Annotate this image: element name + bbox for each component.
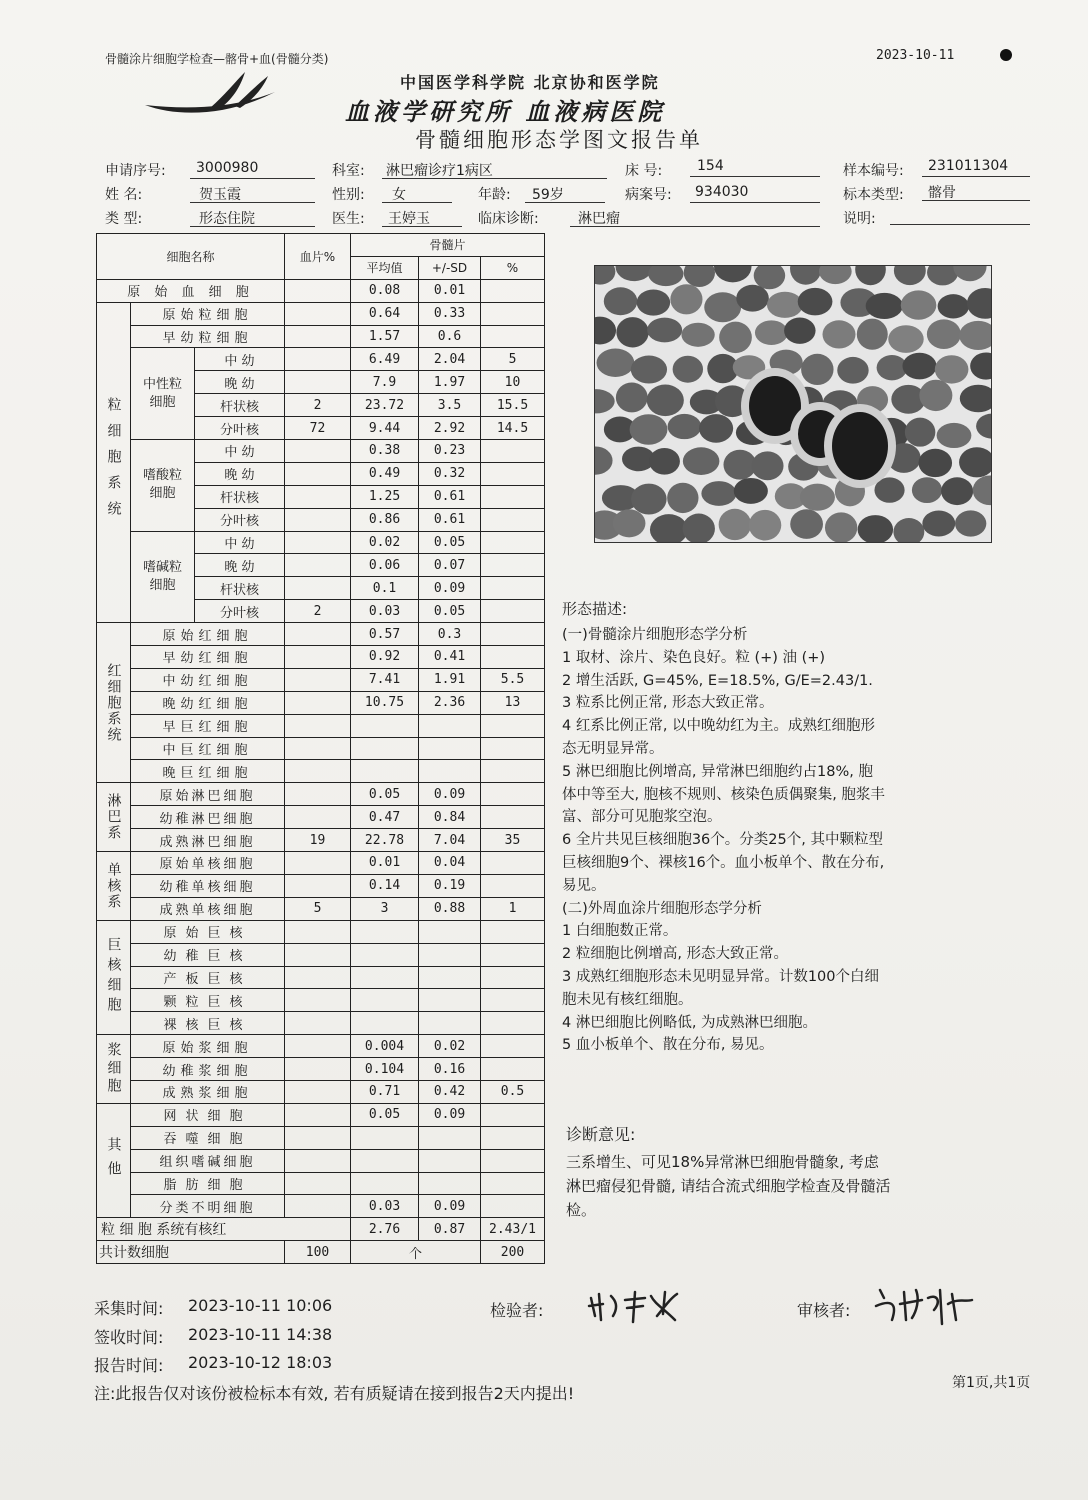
bed: 154 [697, 158, 724, 174]
sex-label: 性别: [332, 187, 365, 203]
report-title: 骨髓细胞形态学图文报告单 [415, 128, 703, 152]
morphology-line: (一)骨髓涂片细胞形态学分析 [562, 627, 748, 643]
table-row: 红细胞系统 原始红细胞 0.57 0.3 [97, 623, 545, 646]
clinical-dx-label: 临床诊断: [478, 211, 539, 227]
morphology-line: 5 淋巴细胞比例增高, 异常淋巴细胞约占18%, 胞 [562, 763, 873, 780]
table-row: 嗜酸粒细胞 中 幼 0.38 0.23 [97, 440, 545, 463]
table-row: 中巨红细胞 [97, 737, 545, 760]
doctor: 王婷玉 [388, 211, 430, 227]
table-row: 分叶核 72 9.44 2.92 14.5 [97, 417, 545, 440]
table-row: 裸核巨核 [97, 1012, 545, 1035]
sample-no: 231011304 [928, 158, 1009, 174]
table-row: 早幼粒细胞 1.57 0.6 [97, 325, 545, 348]
receive-time-label: 签收时间: [94, 1328, 164, 1347]
examiner-signature [585, 1286, 685, 1326]
morphology-line: 6 全片共见巨核细胞36个。分类25个, 其中颗粒型 [562, 832, 883, 849]
table-row: 单核系 原始单核细胞 0.01 0.04 [97, 852, 545, 875]
table-row: 成熟单核细胞 5 3 0.88 1 [97, 897, 545, 920]
name-label: 姓 名: [105, 187, 143, 203]
diagnosis-line: 三系增生、可见18%异常淋巴细胞骨髓象, 考虑 [566, 1153, 879, 1171]
table-row: 晚幼红细胞 10.75 2.36 13 [97, 691, 545, 714]
table-row-ratio: 粒 细 胞 系统有核红 2.76 0.87 2.43/1 [97, 1218, 545, 1241]
type-label: 类 型: [105, 211, 143, 227]
table-row: 中性粒细胞 中 幼 6.49 2.04 5 [97, 348, 545, 371]
morphology-line: 3 成熟红细胞形态未见明显异常。计数100个白细 [562, 968, 880, 985]
table-row: 晚 幼 7.9 1.97 10 [97, 371, 545, 394]
table-row: 嗜碱粒细胞 中 幼 0.02 0.05 [97, 531, 545, 554]
sample-no-label: 样本编号: [843, 163, 904, 179]
table-row: 成熟淋巴细胞 19 22.78 7.04 35 [97, 829, 545, 852]
type: 形态住院 [199, 211, 255, 227]
table-row: 幼稚淋巴细胞 0.47 0.84 [97, 806, 545, 829]
table-row: 晚 幼 0.06 0.07 [97, 554, 545, 577]
morphology-text [562, 624, 1007, 1057]
morphology-line: 3 粒系比例正常, 形态大致正常。 [562, 695, 774, 712]
age-label: 年龄: [478, 187, 511, 203]
table-row: 其他 网状细胞 0.05 0.09 [97, 1103, 545, 1126]
diagnosis-text [566, 1150, 1011, 1222]
note-label: 说明: [843, 211, 876, 227]
sex: 女 [392, 187, 406, 203]
marrow-micrograph-image [595, 266, 991, 542]
table-row: 脂肪细胞 [97, 1172, 545, 1195]
table-row: 巨核细胞 原始巨核 [97, 920, 545, 943]
group-erythroid: 红细胞系统 [97, 623, 131, 783]
table-row: 组织嗜碱细胞 [97, 1149, 545, 1172]
collect-time: 2023-10-11 10:06 [188, 1296, 333, 1315]
dept-label: 科室: [332, 163, 365, 179]
table-row-total: 共计数细胞 100 个 200 [97, 1241, 545, 1264]
group-plasma: 浆细胞 [97, 1035, 131, 1104]
table-row: 分叶核 0.86 0.61 [97, 508, 545, 531]
morphology-line: 4 淋巴细胞比例略低, 为成熟淋巴细胞。 [562, 1014, 818, 1031]
reviewer-label: 审核者: [797, 1301, 851, 1320]
table-row: 原 始 血 细 胞 0.08 0.01 [97, 279, 545, 302]
table-row: 幼稚单核细胞 0.14 0.19 [97, 874, 545, 897]
report-time-label: 报告时间: [94, 1356, 164, 1375]
table-row: 分类不明细胞 0.03 0.09 [97, 1195, 545, 1218]
table-row: 幼稚浆细胞 0.104 0.16 [97, 1058, 545, 1081]
application-no-label: 申请序号: [105, 163, 166, 179]
morphology-line: 巨核细胞9个、裸核16个。血小板单个、散在分布, [562, 854, 885, 871]
group-basophil: 嗜碱粒细胞 [131, 531, 195, 623]
morphology-line: 体中等至大, 胞核不规则、核染色质偶聚集, 胞浆丰 [562, 786, 885, 803]
table-row: 粒细胞系统 原始粒细胞 0.64 0.33 [97, 302, 545, 325]
col-header-mean: 平均值 [351, 256, 419, 279]
diagnosis-title: 诊断意见: [566, 1125, 636, 1144]
doctor-label: 医生: [332, 211, 365, 227]
sample-type: 髂骨 [928, 185, 956, 201]
table-row: 中幼红细胞 7.41 1.91 5.5 [97, 668, 545, 691]
morphology-line: 富、部分可见胞浆空泡。 [562, 809, 722, 826]
sample-type-label: 标本类型: [843, 187, 904, 203]
table-row: 杆状核 1.25 0.61 [97, 485, 545, 508]
table-row: 成熟浆细胞 0.71 0.42 0.5 [97, 1080, 545, 1103]
bed-label: 床 号: [625, 163, 663, 179]
col-header-blood: 血片% [285, 234, 351, 280]
dept: 淋巴瘤诊疗1病区 [386, 163, 493, 179]
institution-line-2: 血液学研究所 血液病医院 [345, 97, 666, 126]
patient-name: 贺玉霞 [199, 187, 241, 203]
morphology-line: 1 取材、涂片、染色良好。粒 (+) 油 (+) [562, 649, 826, 666]
table-row: 晚巨红细胞 [97, 760, 545, 783]
record-no: 934030 [695, 184, 749, 200]
diagnosis-line: 检。 [566, 1201, 597, 1219]
marrow-micrograph [594, 265, 992, 543]
institution-line-1: 中国医学科学院 北京协和医学院 [400, 73, 660, 92]
group-lymph: 淋巴系 [97, 783, 131, 852]
morphology-line: 1 白细胞数正常。 [562, 923, 678, 940]
group-granulocyte: 粒细胞系统 [97, 302, 131, 622]
morphology-line: 态无明显异常。 [562, 740, 664, 757]
morphology-line: 4 红系比例正常, 以中晚幼红为主。成熟红细胞形 [562, 718, 876, 735]
disclaimer-note: 注:此报告仅对该份被检标本有效, 若有质疑请在接到报告2天内提出! [94, 1384, 575, 1403]
group-other: 其他 [97, 1103, 131, 1217]
table-row: 吞噬细胞 [97, 1126, 545, 1149]
col-header-cell-name: 细胞名称 [97, 234, 285, 280]
morphology-line: 2 粒细胞比例增高, 形态大致正常。 [562, 946, 789, 963]
receive-time: 2023-10-11 14:38 [188, 1325, 333, 1344]
col-header-sd: +/-SD [419, 256, 481, 279]
age: 59岁 [532, 187, 564, 203]
group-mono: 单核系 [97, 852, 131, 921]
report-date: 2023-10-11 [876, 48, 955, 63]
institution-logo [140, 70, 280, 120]
table-row: 分叶核 2 0.03 0.05 [97, 600, 545, 623]
hole-punch-dot [1000, 49, 1012, 61]
morphology-line: 胞未见有核红细胞。 [562, 991, 693, 1008]
page-number: 第1页,共1页 [952, 1375, 1031, 1391]
cell-count-table [96, 233, 545, 1264]
table-row: 颗粒巨核 [97, 989, 545, 1012]
group-mega: 巨核细胞 [97, 920, 131, 1034]
morphology-line: 2 增生活跃, G=45%, E=18.5%, G/E=2.43/1. [562, 672, 873, 689]
table-row: 早幼红细胞 0.92 0.41 [97, 646, 545, 669]
table-row: 晚 幼 0.49 0.32 [97, 462, 545, 485]
collect-time-label: 采集时间: [94, 1299, 164, 1318]
morphology-title: 形态描述: [562, 600, 628, 618]
col-header-marrow: 骨髓片 [351, 234, 545, 257]
table-row: 浆细胞 原始浆细胞 0.004 0.02 [97, 1035, 545, 1058]
morphology-line: (二)外周血涂片细胞形态学分析 [562, 900, 762, 917]
group-eosinophil: 嗜酸粒细胞 [131, 440, 195, 532]
table-row: 杆状核 0.1 0.09 [97, 577, 545, 600]
examiner-label: 检验者: [490, 1301, 544, 1320]
table-row: 杆状核 2 23.72 3.5 15.5 [97, 394, 545, 417]
reviewer-signature [870, 1280, 980, 1330]
group-neutrophil: 中性粒细胞 [131, 348, 195, 440]
morphology-line: 5 血小板单个、散在分布, 易见。 [562, 1037, 774, 1054]
report-time: 2023-10-12 18:03 [188, 1353, 333, 1372]
col-header-pct: % [481, 256, 545, 279]
record-no-label: 病案号: [625, 187, 672, 203]
table-row: 幼稚巨核 [97, 943, 545, 966]
application-no: 3000980 [196, 160, 259, 176]
table-row: 早巨红细胞 [97, 714, 545, 737]
diagnosis-line: 淋巴瘤侵犯骨髓, 请结合流式细胞学检查及骨髓活 [566, 1177, 891, 1195]
morphology-line: 易见。 [562, 877, 606, 894]
table-row: 产板巨核 [97, 966, 545, 989]
exam-title: 骨髓涂片细胞学检查—髂骨+血(骨髓分类) [105, 52, 329, 66]
clinical-dx: 淋巴瘤 [578, 211, 620, 227]
table-row: 淋巴系 原始淋巴细胞 0.05 0.09 [97, 783, 545, 806]
